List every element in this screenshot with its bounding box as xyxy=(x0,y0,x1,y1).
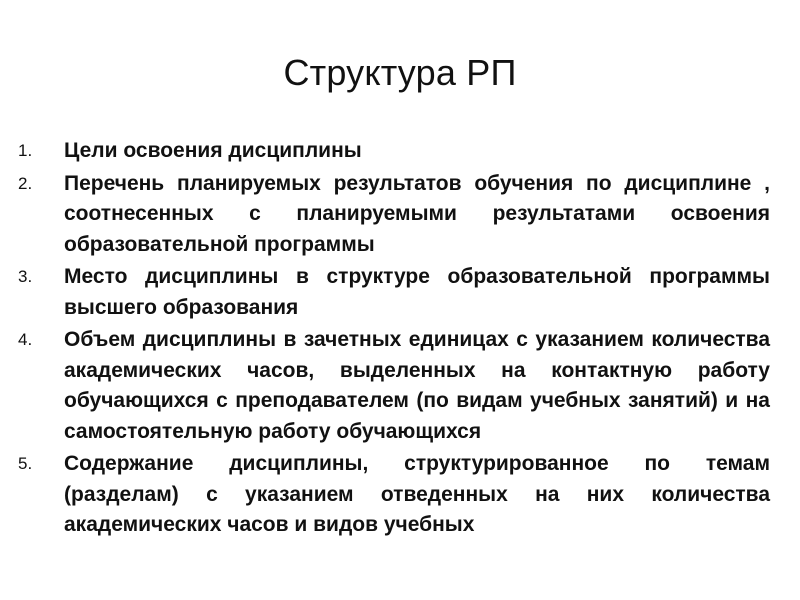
list-item xyxy=(18,262,770,323)
list-item xyxy=(18,136,770,167)
list-item xyxy=(18,325,770,447)
list-item-text: Место дисциплины в структуре образовательной программы высшего образования xyxy=(64,265,770,319)
list-item-number: 1. xyxy=(18,141,33,160)
list-item-number: 4. xyxy=(18,330,33,349)
list-item-text: Цели освоения дисциплины xyxy=(64,139,362,162)
list-item-text: Перечень планируемых результатов обучения по дисциплине , соотнесенных с планируемыми результатами освоения образовательной программы xyxy=(64,171,770,256)
content-list xyxy=(18,136,770,543)
list-item xyxy=(18,169,770,261)
slide-title: Структура РП xyxy=(283,52,517,93)
list-item-text: Объем дисциплины в зачетных единицах с указанием количества академических часов, выделенных на контактную работу обучающихся с преподавателем (по видам учебных занятий) и на самостоятельную работу обучающихся xyxy=(64,328,770,443)
list-item-number: 3. xyxy=(18,267,33,286)
list-item-number: 5. xyxy=(18,454,33,473)
list-item-text: Содержание дисциплины, структурированное по темам (разделам) с указанием отведенных на них количества академических часов и видов учебных xyxy=(64,452,770,536)
list-item xyxy=(18,449,770,541)
list-item-number: 2. xyxy=(18,173,33,193)
